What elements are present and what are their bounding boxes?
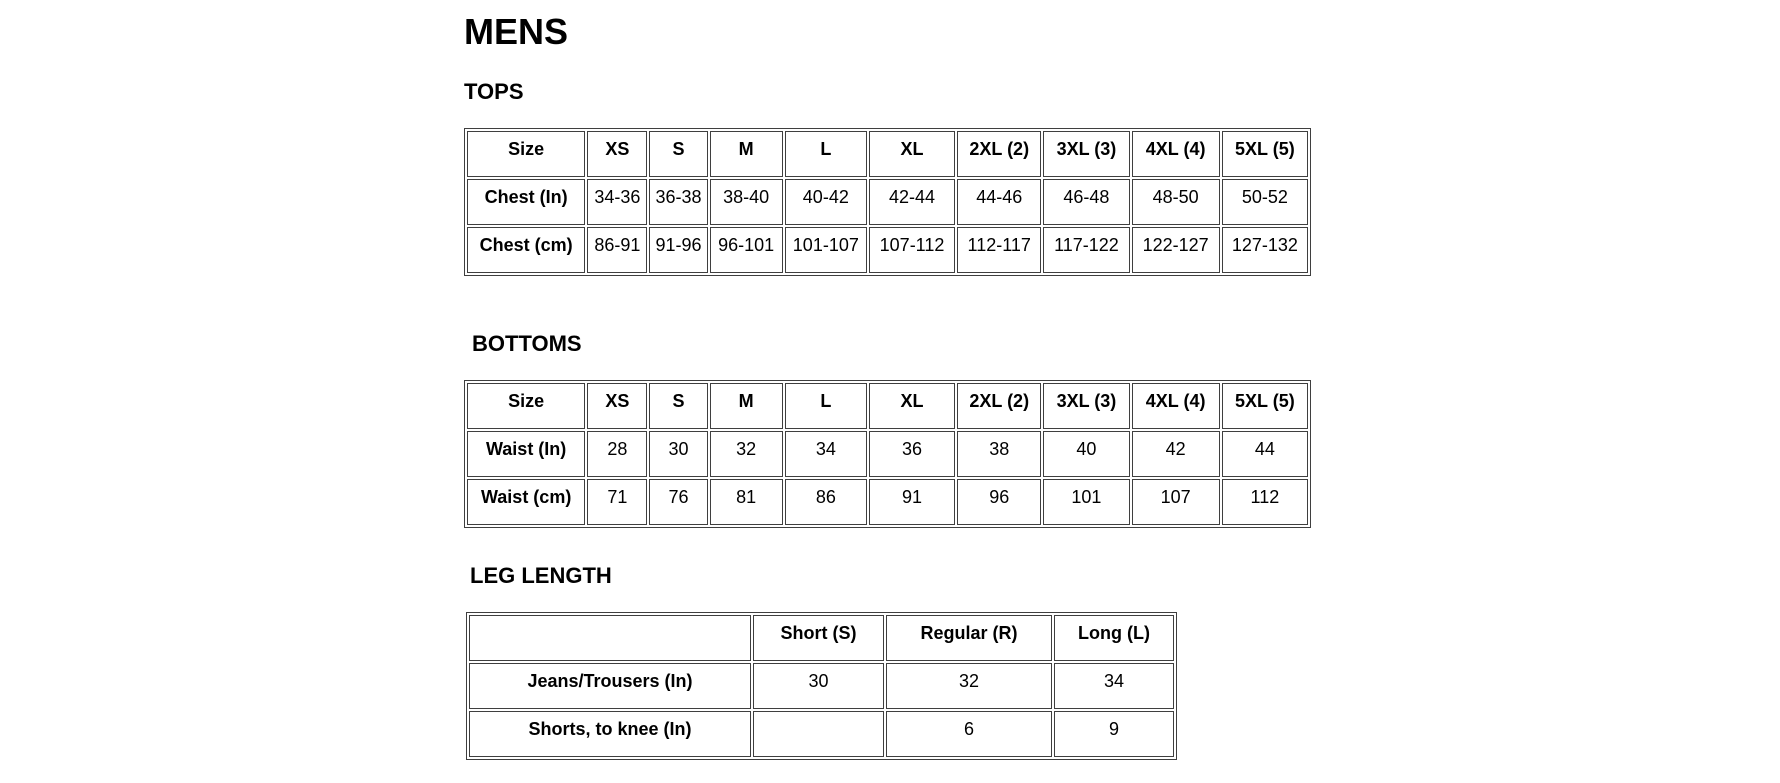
value-cell: 76 (649, 479, 707, 525)
table-row (469, 663, 1174, 709)
value-cell: 40-42 (785, 179, 867, 225)
value-cell: 91-96 (649, 227, 707, 273)
header-row (469, 615, 1174, 661)
row-label-cell: Jeans/Trousers (In) (469, 663, 751, 709)
column-header-cell: XL (869, 131, 955, 177)
section-bottoms (464, 332, 1364, 528)
value-cell: 91 (869, 479, 955, 525)
value-cell: 30 (753, 663, 884, 709)
column-header-cell: 5XL (5) (1222, 383, 1308, 429)
value-cell: 50-52 (1222, 179, 1308, 225)
page-title: MENS (464, 11, 569, 52)
value-cell: 6 (886, 711, 1052, 757)
section-leg-length (464, 564, 1364, 760)
value-cell: 86-91 (587, 227, 647, 273)
document-content (464, 0, 1364, 760)
value-cell: 127-132 (1222, 227, 1308, 273)
value-cell: 40 (1043, 431, 1129, 477)
value-cell: 86 (785, 479, 867, 525)
column-header-cell: 2XL (2) (957, 383, 1041, 429)
column-header-cell: XS (587, 131, 647, 177)
column-header-cell: Long (L) (1054, 615, 1174, 661)
column-header-cell: 3XL (3) (1043, 131, 1129, 177)
value-cell: 101-107 (785, 227, 867, 273)
value-cell: 81 (710, 479, 783, 525)
column-header-cell: S (649, 383, 707, 429)
value-cell: 42-44 (869, 179, 955, 225)
value-cell: 36-38 (649, 179, 707, 225)
column-header-cell: 3XL (3) (1043, 383, 1129, 429)
column-header-cell: M (710, 131, 783, 177)
column-header-cell: L (785, 383, 867, 429)
value-cell: 34 (1054, 663, 1174, 709)
value-cell: 112-117 (957, 227, 1041, 273)
value-cell: 112 (1222, 479, 1308, 525)
column-header-cell: S (649, 131, 707, 177)
value-cell: 44-46 (957, 179, 1041, 225)
value-cell: 32 (886, 663, 1052, 709)
row-label-cell: Waist (In) (467, 431, 585, 477)
column-header-cell: 5XL (5) (1222, 131, 1308, 177)
value-cell: 46-48 (1043, 179, 1129, 225)
row-label-cell: Chest (In) (467, 179, 585, 225)
column-header-cell (469, 615, 751, 661)
value-cell: 36 (869, 431, 955, 477)
table-row (467, 179, 1308, 225)
value-cell: 28 (587, 431, 647, 477)
table-row (467, 227, 1308, 273)
column-header-cell: L (785, 131, 867, 177)
value-cell: 71 (587, 479, 647, 525)
value-cell: 117-122 (1043, 227, 1129, 273)
table-row (469, 711, 1174, 757)
row-label-cell: Shorts, to knee (In) (469, 711, 751, 757)
header-row (467, 383, 1308, 429)
row-label-cell: Chest (cm) (467, 227, 585, 273)
column-header-cell: 4XL (4) (1132, 383, 1220, 429)
value-cell (753, 711, 884, 757)
row-label-cell: Waist (cm) (467, 479, 585, 525)
column-header-cell: Size (467, 131, 585, 177)
tops-size-table (464, 128, 1311, 276)
column-header-cell: Size (467, 383, 585, 429)
value-cell: 32 (710, 431, 783, 477)
value-cell: 48-50 (1132, 179, 1220, 225)
value-cell: 101 (1043, 479, 1129, 525)
value-cell: 96-101 (710, 227, 783, 273)
section-heading-bottoms: BOTTOMS (472, 330, 582, 356)
value-cell: 107-112 (869, 227, 955, 273)
column-header-cell: Regular (R) (886, 615, 1052, 661)
leg-length-table (466, 612, 1177, 760)
bottoms-size-table (464, 380, 1311, 528)
column-header-cell: XS (587, 383, 647, 429)
value-cell: 107 (1132, 479, 1220, 525)
section-tops (464, 80, 1364, 276)
value-cell: 30 (649, 431, 707, 477)
value-cell: 96 (957, 479, 1041, 525)
column-header-cell: 2XL (2) (957, 131, 1041, 177)
table-row (467, 431, 1308, 477)
column-header-cell: Short (S) (753, 615, 884, 661)
header-row (467, 131, 1308, 177)
value-cell: 34-36 (587, 179, 647, 225)
section-heading-leg-length: LEG LENGTH (470, 562, 612, 588)
section-heading-tops: TOPS (464, 78, 524, 104)
column-header-cell: XL (869, 383, 955, 429)
value-cell: 38-40 (710, 179, 783, 225)
value-cell: 38 (957, 431, 1041, 477)
value-cell: 44 (1222, 431, 1308, 477)
value-cell: 9 (1054, 711, 1174, 757)
value-cell: 122-127 (1132, 227, 1220, 273)
value-cell: 42 (1132, 431, 1220, 477)
column-header-cell: M (710, 383, 783, 429)
value-cell: 34 (785, 431, 867, 477)
column-header-cell: 4XL (4) (1132, 131, 1220, 177)
table-row (467, 479, 1308, 525)
